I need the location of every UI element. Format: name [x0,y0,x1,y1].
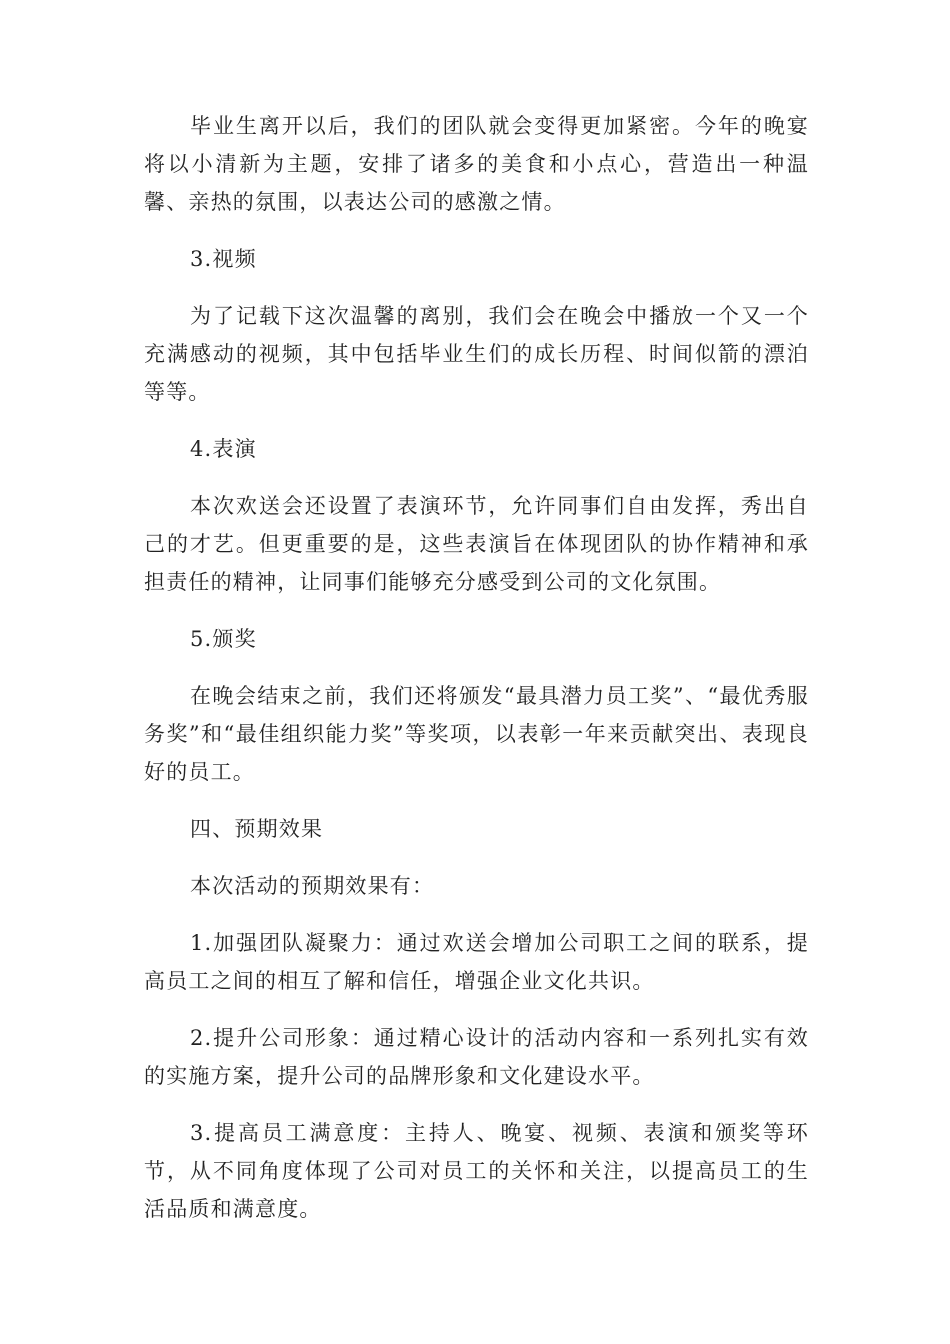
paragraph-effects-intro: 本次活动的预期效果有： [190,874,435,898]
section-heading-expected-effects: 四、预期效果 [190,817,324,841]
paragraph-effect-2: 2.提升公司形象：通过精心设计的活动内容和一系列扎实有效的实施方案，提升公司的品牌形象和文化建设水平。 [144,1026,809,1088]
section-heading-awards: 5.颁奖 [190,627,257,651]
document-body [144,107,809,1247]
paragraph-banquet: 毕业生离开以后，我们的团队就会变得更加紧密。今年的晚宴将以小清新为主题，安排了诸多的美食和小点心，营造出一种温馨、亲热的氛围，以表达公司的感激之情。 [144,114,809,214]
paragraph-performance: 本次欢送会还设置了表演环节，允许同事们自由发挥，秀出自己的才艺。但更重要的是，这些表演旨在体现团队的协作精神和承担责任的精神，让同事们能够充分感受到公司的文化氛围。 [144,494,809,594]
paragraph-effect-3: 3.提高员工满意度：主持人、晚宴、视频、表演和颁奖等环节，从不同角度体现了公司对员工的关怀和关注，以提高员工的生活品质和满意度。 [144,1121,809,1221]
paragraph-video: 为了记载下这次温馨的离别，我们会在晚会中播放一个又一个充满感动的视频，其中包括毕业生们的成长历程、时间似箭的漂泊等等。 [144,304,809,404]
paragraph-effect-1: 1.加强团队凝聚力：通过欢送会增加公司职工之间的联系，提高员工之间的相互了解和信任，增强企业文化共识。 [144,931,809,993]
paragraph-awards: 在晚会结束之前，我们还将颁发“最具潜力员工奖”、“最优秀服务奖”和“最佳组织能力奖”等奖项，以表彰一年来贡献突出、表现良好的员工。 [144,684,809,784]
section-heading-performance: 4.表演 [190,437,257,461]
section-heading-video: 3.视频 [190,247,257,271]
